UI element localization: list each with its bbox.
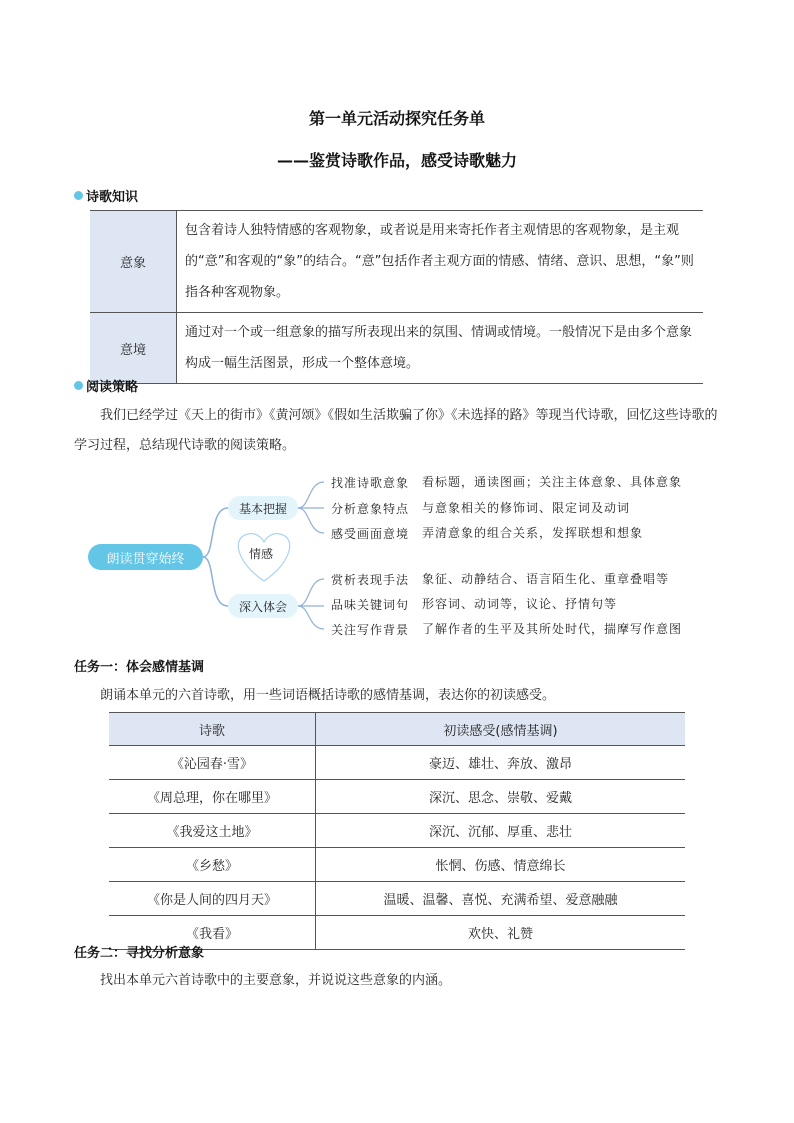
- bullet-dot-icon: [74, 191, 83, 200]
- definition-cell: 包含着诗人独特情感的客观物象，或者说是用来寄托作者主观情思的客观物象，是主观的“意”和客观的“象”的结合。“意”包括作者主观方面的情感、情绪、意识、思想，“象”则指各种客观物象。: [177, 211, 704, 313]
- table-row: [109, 848, 685, 882]
- mindmap-item-key: 感受画面意境: [330, 526, 409, 541]
- task2-instruction: 找出本单元六首诗歌中的主要意象，并说说这些意象的内涵。: [100, 973, 452, 988]
- feeling-cell: 深沉、思念、崇敬、爱戴: [316, 780, 686, 814]
- poem-cell: 《乡愁》: [109, 848, 316, 882]
- task1-heading: 任务一：体会感情基调: [74, 660, 205, 675]
- mindmap-item-value: 了解作者的生平及其所处时代，揣摩写作意图: [422, 622, 683, 636]
- feeling-cell: 深沉、沉郁、厚重、悲壮: [316, 814, 686, 848]
- table-row: [109, 814, 685, 848]
- poem-cell: 《周总理，你在哪里》: [109, 780, 316, 814]
- definition-cell: 通过对一个或一组意象的描写所表现出来的氛围、情调或情境。一般情况下是由多个意象构成一幅生活图景，形成一个整体意境。: [177, 313, 704, 384]
- mindmap-item-key: 分析意象特点: [330, 501, 409, 516]
- feeling-cell: 温暖、温馨、喜悦、充满希望、爱意融融: [316, 882, 686, 916]
- section-heading-label: 诗歌知识: [86, 190, 139, 205]
- term-cell: 意境: [90, 313, 177, 384]
- mindmap-item-key: 关注写作背景: [330, 622, 409, 637]
- strategy-paragraph: 我们已经学过《天上的街市》《黄河颂》《假如生活欺骗了你》《未选择的路》等现当代诗歌，回忆这些诗歌的学习过程，总结现代诗歌的阅读策略。: [74, 408, 718, 453]
- table-row: [90, 313, 703, 384]
- mindmap-branch-deep: 深入体会: [228, 594, 298, 618]
- knowledge-table: [90, 210, 703, 384]
- section-heading-knowledge: [74, 186, 138, 205]
- column-header: 诗歌: [109, 713, 316, 746]
- mindmap-item-value: 看标题，通读图画；关注主体意象、具体意象: [422, 475, 683, 489]
- reading-strategy-mindmap: [88, 468, 728, 648]
- poem-cell: 《沁园春·雪》: [109, 746, 316, 780]
- table-row: [90, 211, 703, 313]
- mindmap-item-key: 品味关键词句: [330, 597, 409, 612]
- mindmap-item-value: 形容词、动词等，议论、抒情句等: [422, 597, 618, 611]
- page-subtitle: ——鉴赏诗歌作品，感受诗歌魅力: [276, 151, 517, 170]
- mindmap-root: 朗读贯穿始终: [88, 544, 203, 570]
- poem-cell: 《你是人间的四月天》: [109, 882, 316, 916]
- table-header-row: [109, 713, 685, 746]
- poem-cell: 《我爱这土地》: [109, 814, 316, 848]
- feeling-cell: 怅惘、伤感、情意绵长: [316, 848, 686, 882]
- section-heading-strategy: [74, 376, 138, 395]
- page-title: 第一单元活动探究任务单: [308, 109, 485, 128]
- section-heading-label: 阅读策略: [86, 380, 139, 395]
- mindmap-item-value: 象征、动静结合、语言陌生化、重章叠唱等: [422, 572, 670, 586]
- column-header: 初读感受(感情基调): [316, 713, 686, 746]
- mindmap-branch-basic: 基本把握: [228, 496, 298, 520]
- poem-cell: 《我看》: [109, 916, 316, 950]
- feeling-cell: 欢快、礼赞: [316, 916, 686, 950]
- mindmap-item-value: 弄清意象的组合关系，发挥联想和想象: [422, 526, 644, 540]
- mindmap-item-key: 赏析表现手法: [330, 572, 409, 587]
- table-row: [109, 780, 685, 814]
- poem-feeling-table: [109, 712, 685, 950]
- task1-instruction: 朗诵本单元的六首诗歌，用一些词语概括诗歌的感情基调，表达你的初读感受。: [100, 688, 556, 703]
- mindmap-item-key: 找准诗歌意象: [330, 475, 409, 490]
- table-row: [109, 882, 685, 916]
- table-row: [109, 746, 685, 780]
- task2-heading: 任务二：寻找分析意象: [74, 946, 205, 961]
- feeling-cell: 豪迈、雄壮、奔放、激昂: [316, 746, 686, 780]
- term-cell: 意象: [90, 211, 177, 313]
- mindmap-center-label: 情感: [249, 547, 274, 561]
- bullet-dot-icon: [74, 381, 83, 390]
- mindmap-item-value: 与意象相关的修饰词、限定词及动词: [422, 501, 631, 515]
